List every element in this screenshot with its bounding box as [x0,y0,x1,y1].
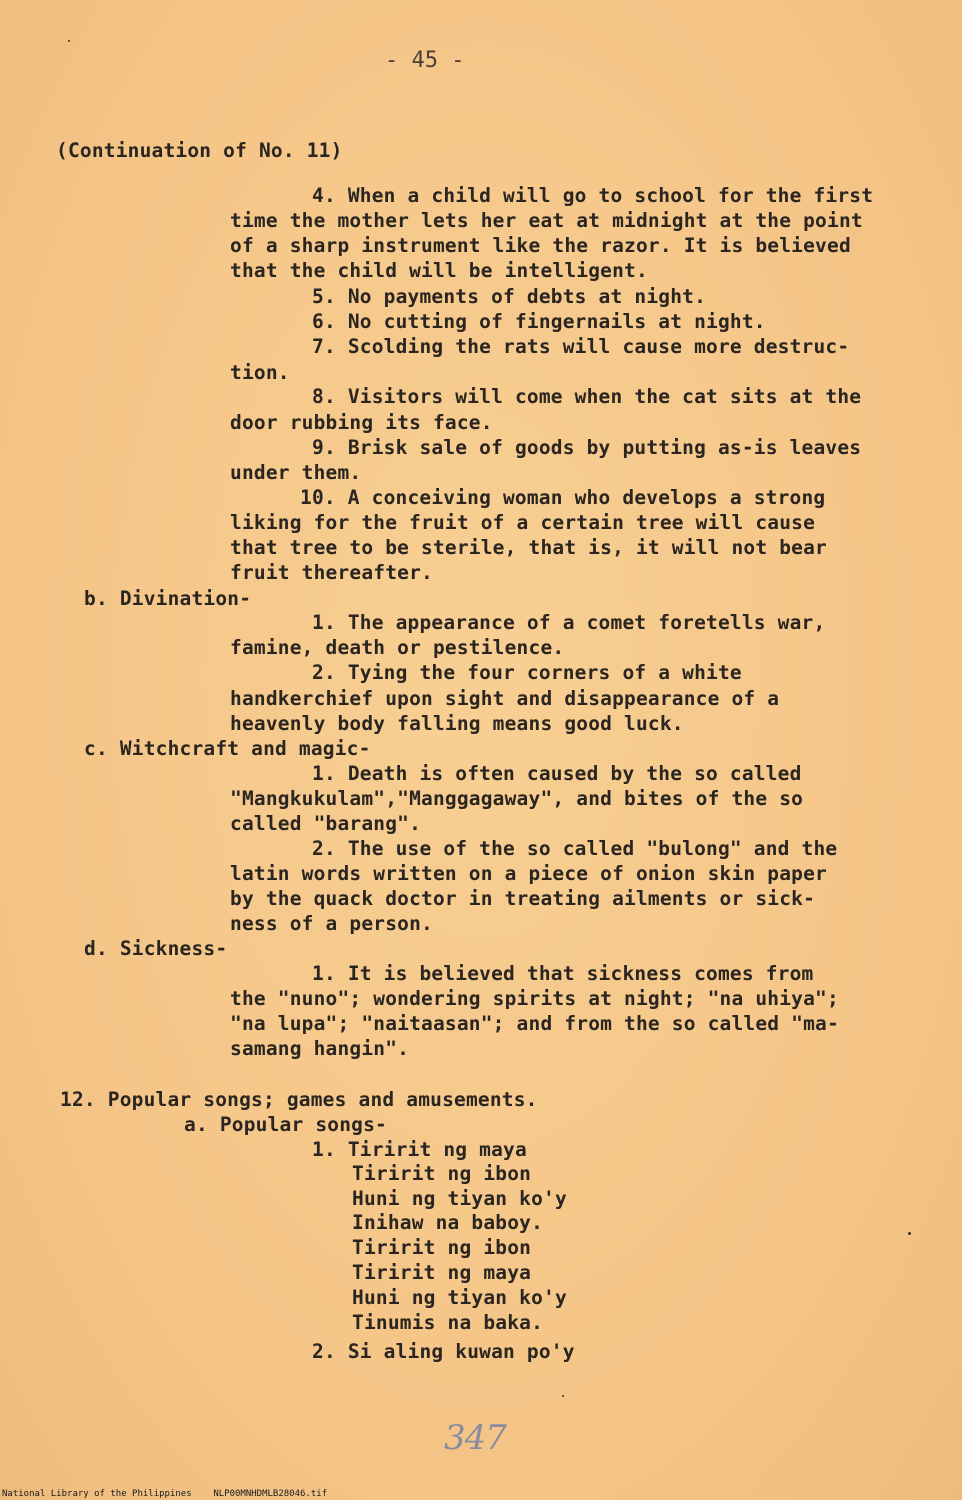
text-line: 7. Scolding the rats will cause more destruc- [312,335,850,358]
continuation-heading: (Continuation of No. 11) [56,139,343,162]
text-line: famine, death or pestilence. [230,636,565,659]
text-line: 10. A conceiving woman who develops a strong [300,486,826,509]
page-number: - 45 - [385,48,465,73]
handwritten-page-number: 347 [444,1418,506,1458]
text-line: latin words written on a piece of onion skin paper [230,862,827,885]
text-line: time the mother lets her eat at midnight at the point [230,209,863,232]
song-line: Huni ng tiyan ko'y [352,1187,567,1210]
section-heading: d. Sickness- [84,937,228,960]
subsection-heading: a. Popular songs- [184,1113,387,1136]
text-line: "Mangkukulam","Manggagaway", and bites of the so [230,787,804,810]
section-heading: b. Divination- [84,587,252,610]
text-line: 5. No payments of debts at night. [312,285,707,308]
text-line: that the child will be intelligent. [230,259,648,282]
song-line: 1. Tiririt ng maya [312,1138,527,1161]
song-line: Tiririt ng ibon [352,1162,532,1185]
ink-speck [908,1232,911,1235]
text-line: ness of a person. [230,912,433,935]
text-line: 1. It is believed that sickness comes from [312,962,814,985]
text-line: 9. Brisk sale of goods by putting as-is leaves [312,436,862,459]
text-line: 8. Visitors will come when the cat sits at the [312,385,862,408]
song-line: 2. Si aling kuwan po'y [312,1340,575,1363]
text-line: 4. When a child will go to school for the first [312,184,874,207]
text-line: "na lupa"; "naitaasan"; and from the so called "ma- [230,1012,839,1035]
text-line: samang hangin". [230,1037,410,1060]
text-line: tion. [230,361,290,384]
scan-footer: National Library of the Philippines NLP00MNHDMLB28046.tif [2,1489,328,1499]
section-heading: c. Witchcraft and magic- [84,737,371,760]
ink-speck [562,1395,564,1397]
text-line: handkerchief upon sight and disappearance of a [230,687,780,710]
text-line: 1. The appearance of a comet foretells war, [312,611,826,634]
song-line: Tiririt ng ibon [352,1236,532,1259]
ink-speck [68,40,70,42]
text-line: 6. No cutting of fingernails at night. [312,310,766,333]
text-line: of a sharp instrument like the razor. It is believed [230,234,851,257]
text-line: 2. Tying the four corners of a white [312,661,742,684]
text-line: the "nuno"; wondering spirits at night; "na uhiya"; [230,987,839,1010]
text-line: under them. [230,461,362,484]
song-line: Tiririt ng maya [352,1261,532,1284]
text-line: fruit thereafter. [230,561,433,584]
text-line: 1. Death is often caused by the so called [312,762,802,785]
text-line: heavenly body falling means good luck. [230,712,684,735]
text-line: by the quack doctor in treating ailments or sick- [230,887,816,910]
section-heading: 12. Popular songs; games and amusements. [60,1088,538,1111]
song-line: Huni ng tiyan ko'y [352,1286,567,1309]
text-line: liking for the fruit of a certain tree will cause [230,511,816,534]
song-line: Inihaw na baboy. [352,1211,544,1234]
text-line: 2. The use of the so called "bulong" and the [312,837,838,860]
text-line: called "barang". [230,812,422,835]
song-line: Tinumis na baka. [352,1311,544,1334]
text-line: door rubbing its face. [230,411,493,434]
text-line: that tree to be sterile, that is, it will not bear [230,536,827,559]
